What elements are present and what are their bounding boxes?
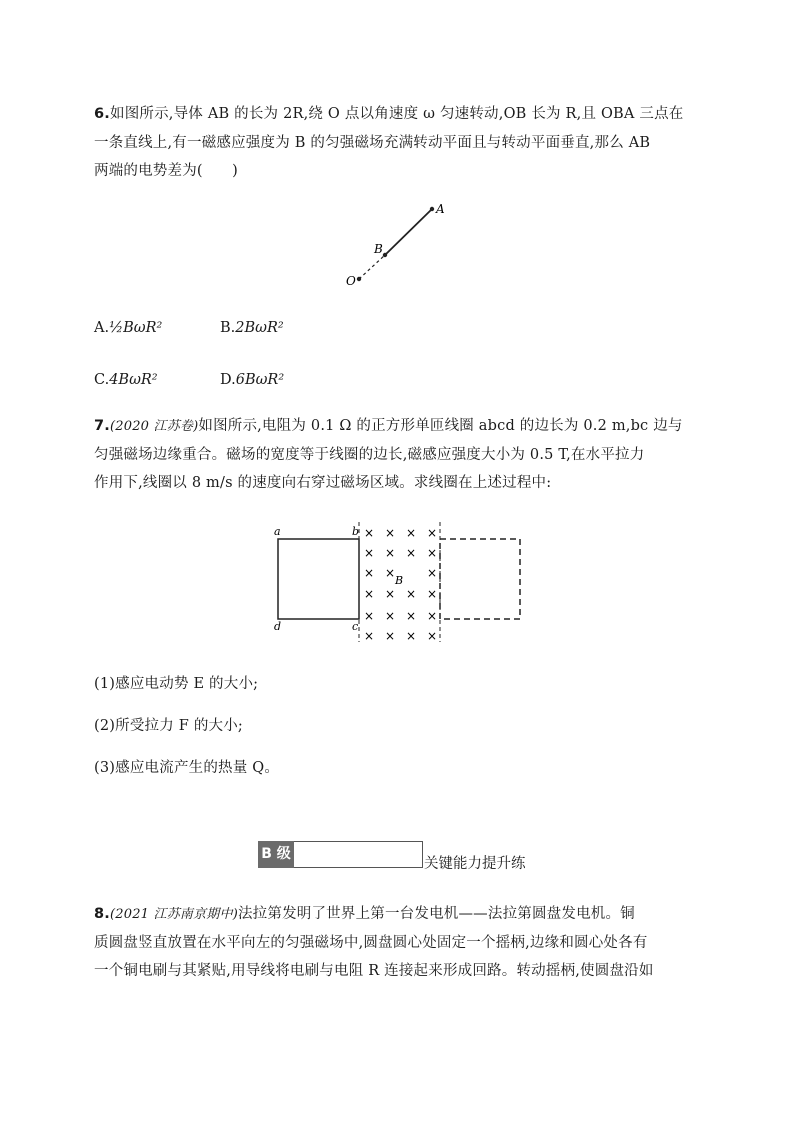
field-cross-mark: × (364, 566, 375, 580)
ob-dashed-segment (359, 255, 385, 279)
q7-line-2: 匀强磁场边缘重合。磁场的宽度等于线圈的边长,磁感应强度大小为 0.5 T,在水平拉力 (94, 447, 645, 463)
q7-part-2: (2)所受拉力 F 的大小; (94, 718, 244, 734)
q7-number: 7. (94, 418, 110, 434)
field-cross-mark: × (406, 629, 417, 643)
point-o (357, 277, 361, 281)
q6-option-a[interactable] (94, 320, 162, 336)
q7-part-1: (1)感应电动势 E 的大小; (94, 676, 259, 692)
level-tag: B 级 (258, 841, 294, 868)
q7-line-3: 作用下,线圈以 8 m/s 的速度向右穿过磁场区域。求线圈在上述过程中: (94, 475, 552, 491)
field-cross-mark: × (364, 546, 375, 560)
level-box (294, 841, 423, 868)
q6-line-1 (94, 102, 684, 123)
field-cross-mark: × (427, 609, 438, 623)
q7-line-1 (94, 414, 683, 435)
option-key: C. (94, 372, 110, 388)
label-o: O (346, 274, 356, 288)
q6-line-2: 一条直线上,有一磁感应强度为 B 的匀强磁场充满转动平面且与转动平面垂直,那么 AB (94, 135, 651, 151)
q8-line-1 (94, 902, 635, 923)
label-b: B (374, 242, 383, 256)
q8-source: (2021 江苏南京期中) (110, 907, 238, 922)
q6-option-d[interactable] (220, 372, 284, 388)
field-cross-mark: × (385, 546, 396, 560)
field-cross-mark: × (364, 609, 375, 623)
field-cross-mark: × (427, 566, 438, 580)
q8-line-3: 一个铜电刷与其紧贴,用导线将电刷与电阻 R 连接起来形成回路。转动摇柄,使圆盘沿如 (94, 963, 654, 979)
label-b: b (352, 525, 360, 538)
coil-square (278, 539, 359, 619)
q7-part-3: (3)感应电流产生的热量 Q。 (94, 760, 280, 776)
field-cross-mark: × (427, 546, 438, 560)
field-cross-mark: × (406, 609, 417, 623)
label-d: d (274, 620, 282, 633)
field-cross-mark: × (385, 629, 396, 643)
q8-text-1: 法拉第发明了世界上第一台发电机——法拉第圆盘发电机。铜 (237, 906, 635, 922)
coil-final-position-dashed (440, 539, 520, 619)
q7-coil-field-figure (268, 520, 528, 645)
field-cross-mark: × (364, 629, 375, 643)
q6-option-b[interactable] (220, 320, 284, 336)
label-a: A (436, 202, 445, 216)
q6-number: 6. (94, 106, 110, 122)
option-text: ½BωR² (109, 320, 163, 336)
field-cross-mark: × (385, 566, 396, 580)
q6-line-3: 两端的电势差为( ) (94, 163, 239, 179)
q6-option-c[interactable] (94, 372, 158, 388)
field-cross-mark: × (385, 526, 396, 540)
level-title: 关键能力提升练 (424, 856, 526, 872)
option-key: D. (220, 372, 236, 388)
q7-text-1: 如图所示,电阻为 0.1 Ω 的正方形单匝线圈 abcd 的边长为 0.2 m,bc 边与 (198, 418, 683, 434)
label-c: c (352, 620, 359, 633)
q7-source: (2020 江苏卷) (110, 419, 199, 434)
field-cross-mark: × (406, 546, 417, 560)
option-text: 4BωR² (109, 372, 158, 388)
field-cross-mark: × (427, 587, 438, 601)
point-b (383, 253, 387, 257)
field-cross-mark: × (427, 629, 438, 643)
q8-line-2: 质圆盘竖直放置在水平向左的匀强磁场中,圆盘圆心处固定一个摇柄,边缘和圆心处各有 (94, 935, 648, 951)
level-banner (258, 841, 424, 868)
field-label-b: B (395, 574, 404, 587)
label-a: a (274, 525, 281, 538)
field-cross-mark: × (364, 526, 375, 540)
option-key: B. (220, 320, 236, 336)
option-text: 2BωR² (235, 320, 284, 336)
q6-rod-figure (330, 195, 460, 290)
field-cross-mark: × (427, 526, 438, 540)
point-a (430, 207, 434, 211)
option-key: A. (94, 320, 110, 336)
field-cross-mark: × (364, 587, 375, 601)
option-text: 6BωR² (235, 372, 285, 388)
field-cross-mark: × (385, 609, 396, 623)
field-cross-mark: × (406, 526, 417, 540)
field-cross-mark: × (406, 587, 417, 601)
q6-text-1: 如图所示,导体 AB 的长为 2R,绕 O 点以角速度 ω 匀速转动,OB 长为 R,且 OBA 三点在 (110, 106, 684, 122)
field-cross-mark: × (385, 587, 396, 601)
ab-rod (385, 209, 432, 255)
q8-number: 8. (94, 906, 110, 922)
